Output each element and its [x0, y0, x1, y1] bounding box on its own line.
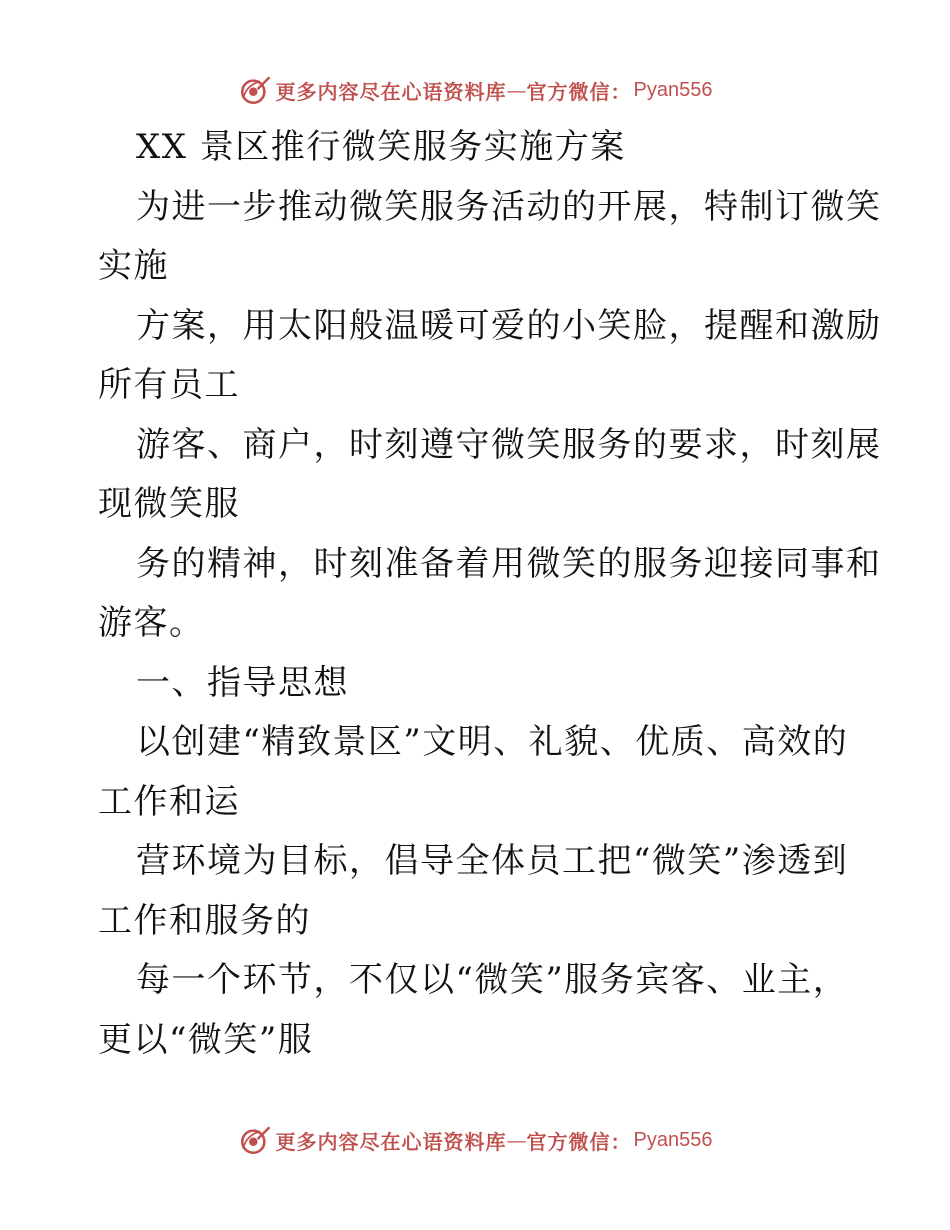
header-banner-separator: —: [506, 78, 527, 102]
footer-banner: [0, 1120, 950, 1160]
header-wechat-id: Pyan556: [633, 78, 713, 101]
paragraph-line: 实施: [98, 246, 169, 286]
header-banner-text: 更多内容尽在心语资料库: [275, 79, 507, 104]
paragraph-line: 工作和服务的: [98, 900, 311, 941]
paragraph-line: 现微笑服: [98, 484, 240, 524]
header-wechat-label: 官方微信：: [526, 79, 632, 104]
paragraph-line: 所有员工: [98, 365, 240, 405]
header-banner: [0, 70, 950, 110]
paragraph-line: 工作和运: [98, 781, 240, 822]
footer-wechat-label: 官方微信：: [526, 1129, 632, 1154]
footer-wechat-id: Pyan556: [633, 1128, 713, 1151]
paragraph-line: 游客、商户，时刻遵守微笑服务的要求，时刻展: [136, 424, 882, 465]
pen-nib-logo-icon: [238, 73, 272, 107]
document-body: [98, 118, 882, 1070]
paragraph-line: 务的精神，时刻准备着用微笑的服务迎接同事和: [136, 543, 882, 584]
pen-nib-logo-icon: [238, 1123, 272, 1157]
paragraph-line: 每一个环节，不仅以“微笑”服务宾客、业主，: [136, 960, 849, 1000]
section-heading: 一、指导思想: [136, 662, 349, 703]
paragraph-line: 以创建“精致景区”文明、礼貌、优质、高效的: [136, 722, 849, 762]
footer-banner-text: 更多内容尽在心语资料库: [275, 1129, 507, 1154]
footer-banner-separator: —: [506, 1128, 527, 1152]
paragraph-line: 营环境为目标，倡导全体员工把“微笑”渗透到: [136, 841, 849, 881]
paragraph-line: 更以“微笑”服: [98, 1019, 314, 1060]
document-title: XX 景区推行微笑服务实施方案: [136, 127, 626, 167]
paragraph-line: 游客。: [98, 603, 205, 643]
paragraph-line: 为进一步推动微笑服务活动的开展，特制订微笑: [136, 186, 882, 227]
paragraph-line: 方案，用太阳般温暖可爱的小笑脸，提醒和激励: [136, 305, 882, 346]
